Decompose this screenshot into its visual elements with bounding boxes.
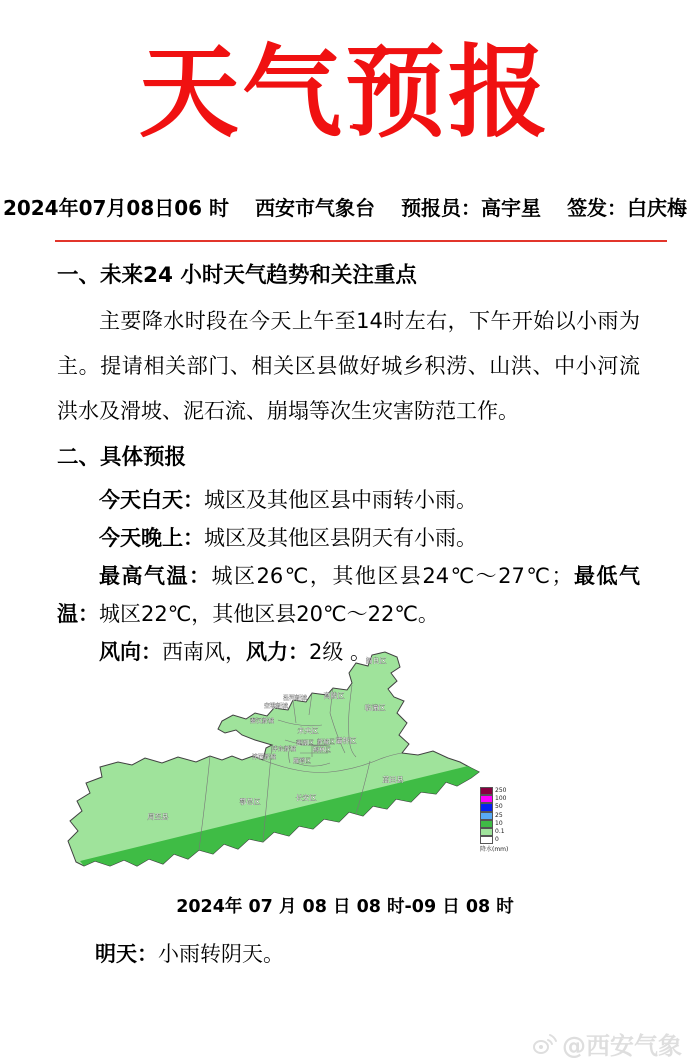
legend-row <box>480 828 508 836</box>
xian-map-svg <box>50 645 530 880</box>
forecast-daytime-text: 城区及其他区县中雨转小雨。 <box>204 488 477 512</box>
district-label: 雁塔区 <box>292 758 312 765</box>
forecast-daytime <box>57 481 640 519</box>
district-label: 沣东新城 <box>271 746 297 753</box>
wind-force-label: 风力： <box>246 640 309 664</box>
watermark-handle: @西安气象 <box>562 1032 682 1060</box>
district-label: 蓝田县 <box>382 776 404 784</box>
precipitation-legend <box>480 787 508 854</box>
page-title: 天气预报 <box>139 34 551 151</box>
legend-row <box>480 803 508 811</box>
district-label: 高陵区 <box>323 692 345 700</box>
district-label: 新城区 <box>316 739 336 746</box>
map-caption: 2024年 07 月 08 日 08 时-09 日 08 时 <box>176 897 514 917</box>
issuer: 签发：白庆梅 <box>567 196 688 220</box>
legend-color-swatch <box>480 795 493 803</box>
legend-color-swatch <box>480 812 493 820</box>
legend-unit-label: 降水(mm) <box>480 846 509 854</box>
issuing-agency: 西安市气象台 <box>255 196 376 220</box>
tomorrow-forecast <box>95 938 284 968</box>
legend-value: 0.1 <box>495 828 505 836</box>
legend-row <box>480 787 508 795</box>
district-label: 碑林区 <box>312 747 332 754</box>
temp-high-text: 城区26℃，其他区县24℃～27℃； <box>211 564 573 588</box>
district-label: 周至县 <box>147 813 169 821</box>
watermark <box>532 1026 682 1061</box>
forecast-night-label: 今天晚上： <box>99 526 204 550</box>
wind-force-text: 2级 。 <box>309 640 372 664</box>
legend-value: 0 <box>495 836 499 844</box>
section1-heading: 一、未来24 小时天气趋势和关注重点 <box>57 263 417 288</box>
legend-row <box>480 812 508 820</box>
forecast-daytime-label: 今天白天： <box>99 488 204 512</box>
issue-meta <box>0 192 690 221</box>
wind-direction-label: 风向： <box>99 640 162 664</box>
weibo-icon <box>532 1032 558 1056</box>
section2-heading: 二、具体预报 <box>57 445 187 470</box>
legend-color-swatch <box>480 803 493 811</box>
legend-color-swatch <box>480 836 493 844</box>
district-label: 鄠邑区 <box>239 798 261 806</box>
bulletin-body <box>57 252 640 671</box>
section1-text: 主要降水时段在今天上午至14时左右，下午开始以小雨为主。提请相关部门、相关区县做好城乡积涝、山洪、中小河流洪水及滑坡、泥石流、崩塌等次生灾害防范工作。 <box>57 309 640 423</box>
wind-direction-text: 西南风， <box>162 640 246 664</box>
temp-high-label: 最高气温： <box>99 564 212 588</box>
temp-low-label: 最低气温： <box>57 564 641 626</box>
tomorrow-text: 小雨转阴天。 <box>158 942 284 966</box>
district-label: 临潼区 <box>364 704 386 712</box>
legend-value: 25 <box>495 811 503 819</box>
forecaster: 预报员：高宇星 <box>401 196 542 220</box>
district-label: 长安区 <box>295 794 317 802</box>
legend-value: 100 <box>495 795 507 803</box>
district-label: 未央区 <box>297 727 319 735</box>
district-label: 阎良区 <box>365 657 387 665</box>
district-label: 莲湖区 <box>295 740 315 747</box>
district-label: 秦汉新城 <box>249 718 275 725</box>
district-label: 泾河新城 <box>282 695 308 702</box>
temp-low-text: 城区22℃，其他区县20℃～22℃。 <box>99 602 439 626</box>
forecast-temperature <box>57 557 640 633</box>
forecast-night-text: 城区及其他区县阴天有小雨。 <box>204 526 477 550</box>
legend-row <box>480 795 508 803</box>
legend-color-swatch <box>480 787 493 795</box>
district-label: 空港新城 <box>263 703 289 710</box>
forecast-night <box>57 519 640 557</box>
legend-row <box>480 836 508 844</box>
district-label: 沣西新城 <box>251 754 277 761</box>
issue-datetime: 2024年07月08日06 时 <box>2 196 230 220</box>
precipitation-map <box>50 645 530 880</box>
district-label: 灞桥区 <box>335 737 357 745</box>
legend-value: 10 <box>495 819 503 827</box>
legend-value: 250 <box>495 787 507 795</box>
legend-color-swatch <box>480 828 493 836</box>
legend-color-swatch <box>480 820 493 828</box>
tomorrow-label: 明天： <box>95 942 158 966</box>
legend-value: 50 <box>495 803 503 811</box>
red-divider <box>55 240 667 242</box>
legend-row <box>480 820 508 828</box>
